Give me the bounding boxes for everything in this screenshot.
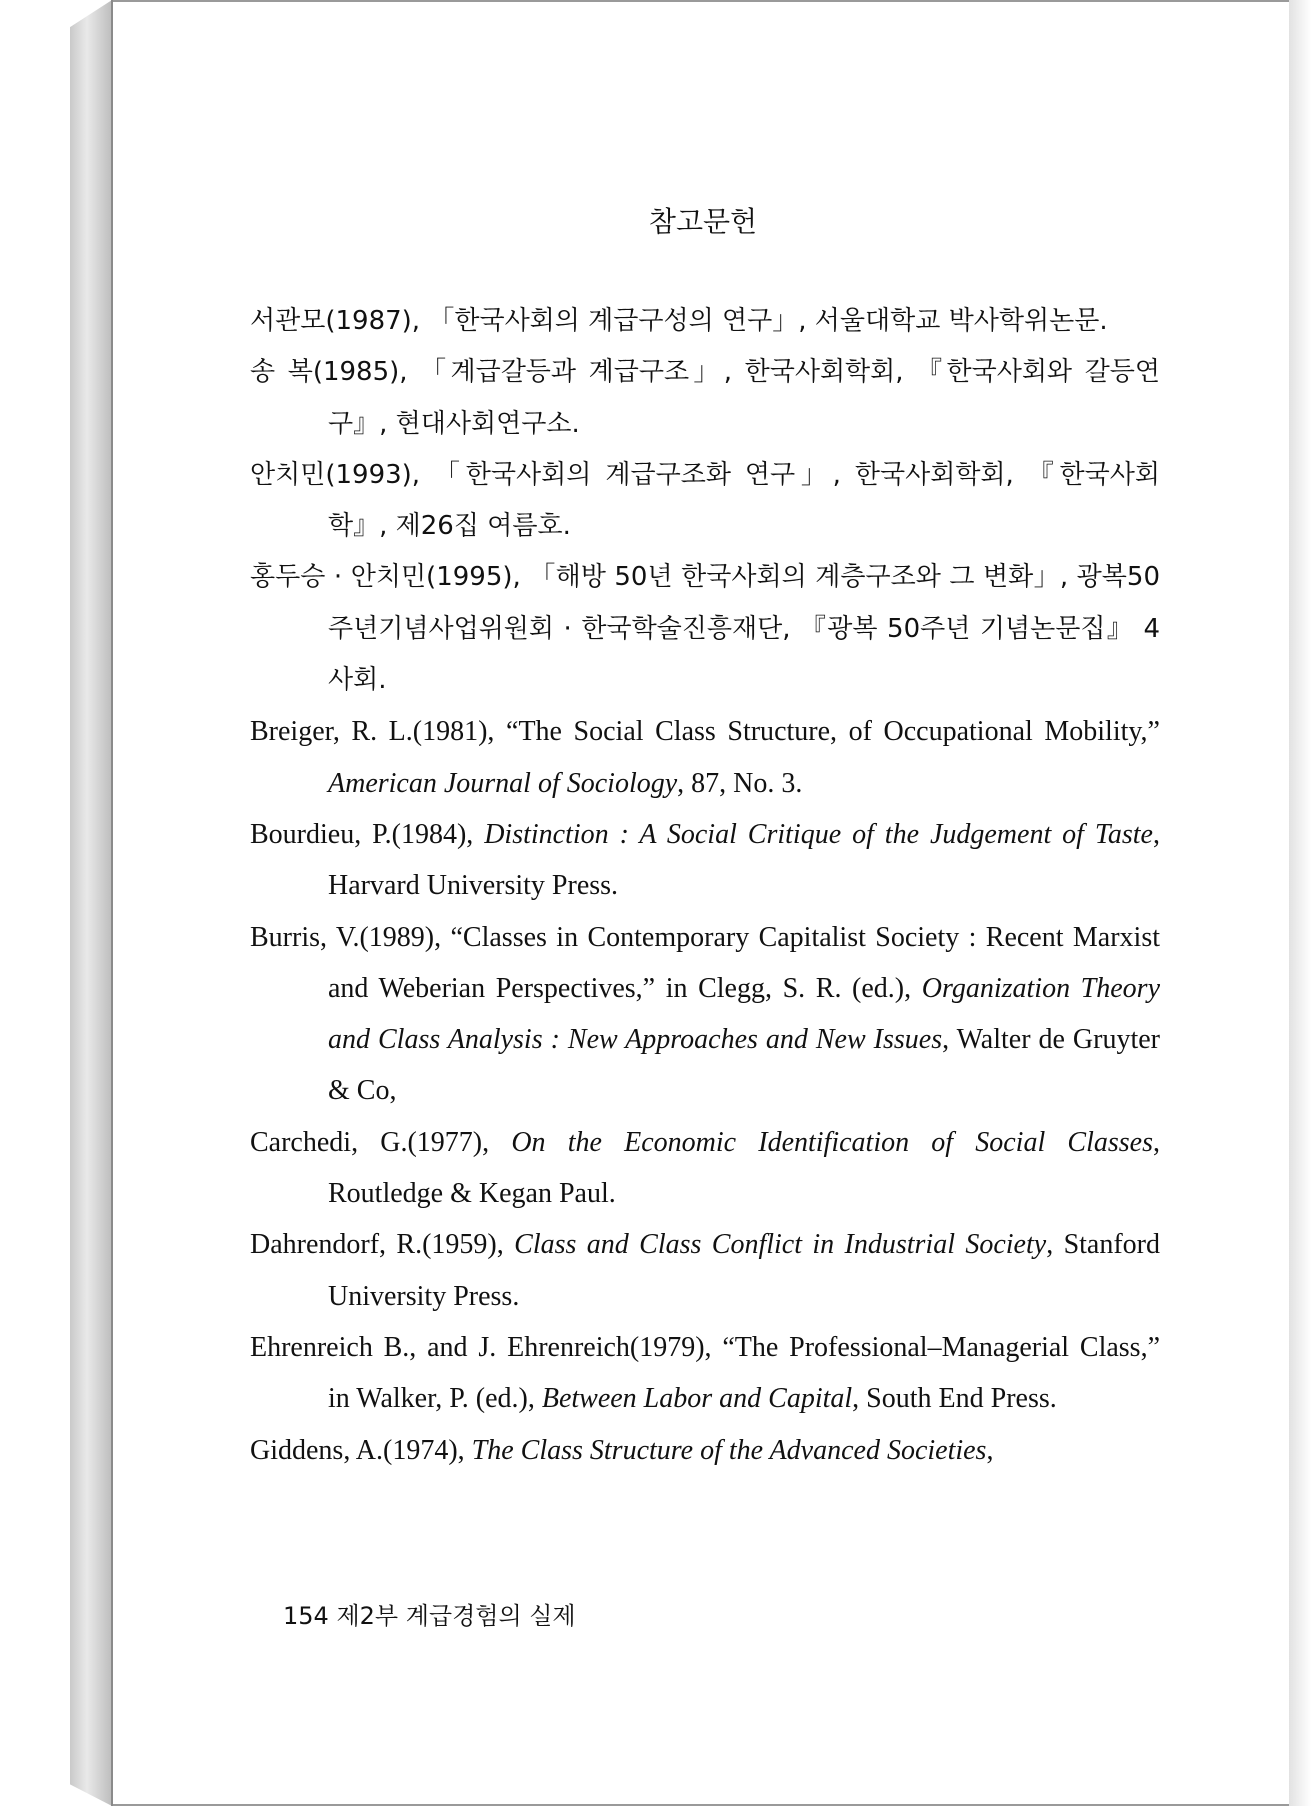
reference-text: 홍두승 · 안치민(1995), 「해방 50년 한국사회의 계층구조와 그 변화」, 광복50주년기념사업위원회 · 한국학술진흥재단, 『광복 50주년 기념논문집』 4 사회. — [250, 562, 1160, 696]
page-footer: 154 제2부 계급경험의 실제 — [283, 1602, 576, 1630]
reference-text: , Harvard University Press. — [328, 818, 1160, 902]
reference-entry — [250, 1117, 1160, 1220]
page-edge-shadow — [1289, 0, 1311, 1806]
reference-text: , 87, No. 3. — [677, 767, 803, 799]
reference-text: , — [986, 1434, 994, 1466]
reference-italic-title: On the Economic Identification of Social Classes — [511, 1126, 1153, 1158]
reference-italic-title: The Class Structure of the Advanced Societies — [471, 1434, 987, 1466]
reference-entry — [250, 809, 1160, 912]
reference-italic-title: Class and Class Conflict in Industrial Society — [514, 1229, 1047, 1261]
page-title: 참고문헌 — [648, 205, 758, 238]
reference-text: Bourdieu, P.(1984), — [250, 818, 485, 850]
reference-entry — [250, 1219, 1160, 1322]
reference-text: Giddens, A.(1974), — [250, 1434, 472, 1466]
reference-text: Ehrenreich B., and J. Ehrenreich(1979), “The Professional–Managerial Class,” in Walker, P. (ed.), — [250, 1331, 1160, 1415]
reference-text: 서관모(1987), 「한국사회의 계급구성의 연구」, 서울대학교 박사학위논문. — [250, 306, 1108, 336]
reference-italic-title: American Journal of Sociology — [328, 767, 678, 799]
reference-italic-title: Distinction : A Social Critique of the Judgement of Taste — [484, 818, 1153, 850]
reference-text: Carchedi, G.(1977), — [250, 1126, 512, 1158]
reference-text: , Walter de Gruyter & Co, — [328, 1024, 1161, 1107]
book-spine — [70, 0, 112, 1806]
reference-italic-title: Between Labor and Capital — [541, 1383, 853, 1415]
reference-text: 안치민(1993), 「한국사회의 계급구조화 연구」, 한국사회학회, 『한국사회학』, 제26집 여름호. — [250, 459, 1160, 542]
reference-text: Burris, V.(1989), “Classes in Contemporary Capitalist Society : Recent Marxist and Weberian Perspectives,” in Clegg, S. R. (ed.), — [250, 921, 1160, 1004]
reference-text: Dahrendorf, R.(1959), — [250, 1229, 515, 1261]
reference-entry — [250, 347, 1160, 450]
reference-entry — [250, 1322, 1160, 1425]
reference-italic-title: Organization Theory and Class Analysis : New Approaches and New Issues — [328, 972, 1160, 1056]
reference-entry — [250, 1425, 1160, 1476]
reference-list — [250, 296, 1160, 1476]
reference-entry — [250, 706, 1160, 809]
reference-entry — [250, 296, 1160, 347]
reference-entry — [250, 450, 1160, 553]
reference-text: Breiger, R. L.(1981), “The Social Class Structure, of Occupational Mobility,” — [250, 716, 1160, 748]
reference-text: , Routledge & Kegan Paul. — [328, 1126, 1160, 1210]
reference-text: , Stanford University Press. — [328, 1229, 1161, 1312]
reference-text: 송 복(1985), 「계급갈등과 계급구조」, 한국사회학회, 『한국사회와 갈등연구』, 현대사회연구소. — [250, 357, 1160, 439]
reference-entry — [250, 552, 1160, 706]
reference-entry — [250, 912, 1160, 1117]
reference-text: , South End Press. — [852, 1383, 1057, 1415]
